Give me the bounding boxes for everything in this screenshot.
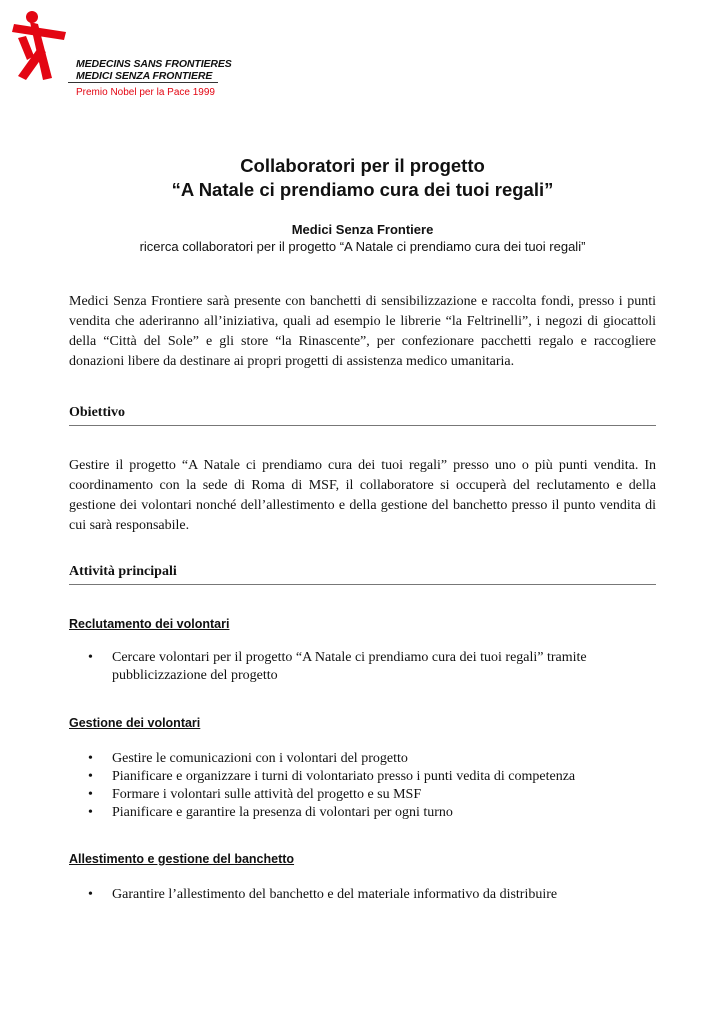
list-item xyxy=(69,786,659,804)
intro-paragraph: Medici Senza Frontiere sarà presente con banchetti di sensibilizzazione e raccolta fondi, presso i punti vendita che aderiranno all’iniziativa, quali ad esempio le librerie “la Feltrinelli”, i negozi di giocattoli della “Città del Sole” e gli store “la Rinascente”, per confezionare pacchetti regalo e raccogliere donazioni libere da destinare ai propri progetti di assistenza medico umanitaria. xyxy=(69,294,656,369)
logo-text-french: MEDECINS SANS FRONTIERES xyxy=(76,58,232,70)
subheading-recruitment: Reclutamento dei volontari xyxy=(69,617,230,631)
list-item-text: Pianificare e garantire la presenza di volontari per ogni turno xyxy=(112,805,453,820)
bullet-icon: • xyxy=(88,769,93,784)
list-item-text: Cercare volontari per il progetto “A Natale ci prendiamo cura dei tuoi regali” tramite pubblicizzazione del progetto xyxy=(112,650,587,683)
organization-name: Medici Senza Frontiere xyxy=(291,222,434,237)
title-line-2: “A Natale ci prendiamo cura dei tuoi regali” xyxy=(171,179,554,200)
subheading-stand-setup: Allestimento e gestione del banchetto xyxy=(69,852,295,866)
list-item-text: Gestire le comunicazioni con i volontari del progetto xyxy=(112,751,408,766)
list-item-text: Garantire l’allestimento del banchetto e del materiale informativo da distribuire xyxy=(112,887,558,902)
stand-setup-list xyxy=(69,886,659,904)
msf-running-man-icon xyxy=(8,8,74,88)
bullet-icon: • xyxy=(88,805,93,820)
bullet-icon: • xyxy=(88,650,93,665)
msf-logo xyxy=(8,8,232,98)
list-item xyxy=(69,750,659,768)
document-subtitle: ricerca collaboratori per il progetto “A Natale ci prendiamo cura dei tuoi regali” xyxy=(139,239,586,254)
section-heading-objective: Obiettivo xyxy=(69,404,656,426)
list-item xyxy=(69,804,659,822)
volunteer-management-list xyxy=(69,750,659,822)
objective-paragraph: Gestire il progetto “A Natale ci prendiamo cura dei tuoi regali” presso uno o più punti vendita. In coordinamento con la sede di Roma di MSF, il collaboratore si occuperà del reclutamento e della gestione dei volontari nonché dell’allestimento e della gestione del banchetto presso il punto vendita di cui sarà responsabile. xyxy=(69,458,656,533)
recruitment-list xyxy=(69,649,659,685)
logo-divider xyxy=(68,82,218,83)
bullet-icon: • xyxy=(88,787,93,802)
list-item xyxy=(69,768,659,786)
document-title xyxy=(0,154,725,202)
subheading-volunteer-management: Gestione dei volontari xyxy=(69,716,201,730)
title-line-1: Collaboratori per il progetto xyxy=(240,155,485,176)
logo-text-italian: MEDICI SENZA FRONTIERE xyxy=(76,70,213,82)
bullet-icon: • xyxy=(88,887,93,902)
list-item xyxy=(69,649,659,685)
logo-tagline: Premio Nobel per la Pace 1999 xyxy=(76,87,215,98)
list-item-text: Formare i volontari sulle attività del progetto e su MSF xyxy=(112,787,422,802)
list-item xyxy=(69,886,659,904)
bullet-icon: • xyxy=(88,751,93,766)
section-heading-activities: Attività principali xyxy=(69,563,656,585)
list-item-text: Pianificare e organizzare i turni di volontariato presso i punti vedita di competenza xyxy=(112,769,576,784)
